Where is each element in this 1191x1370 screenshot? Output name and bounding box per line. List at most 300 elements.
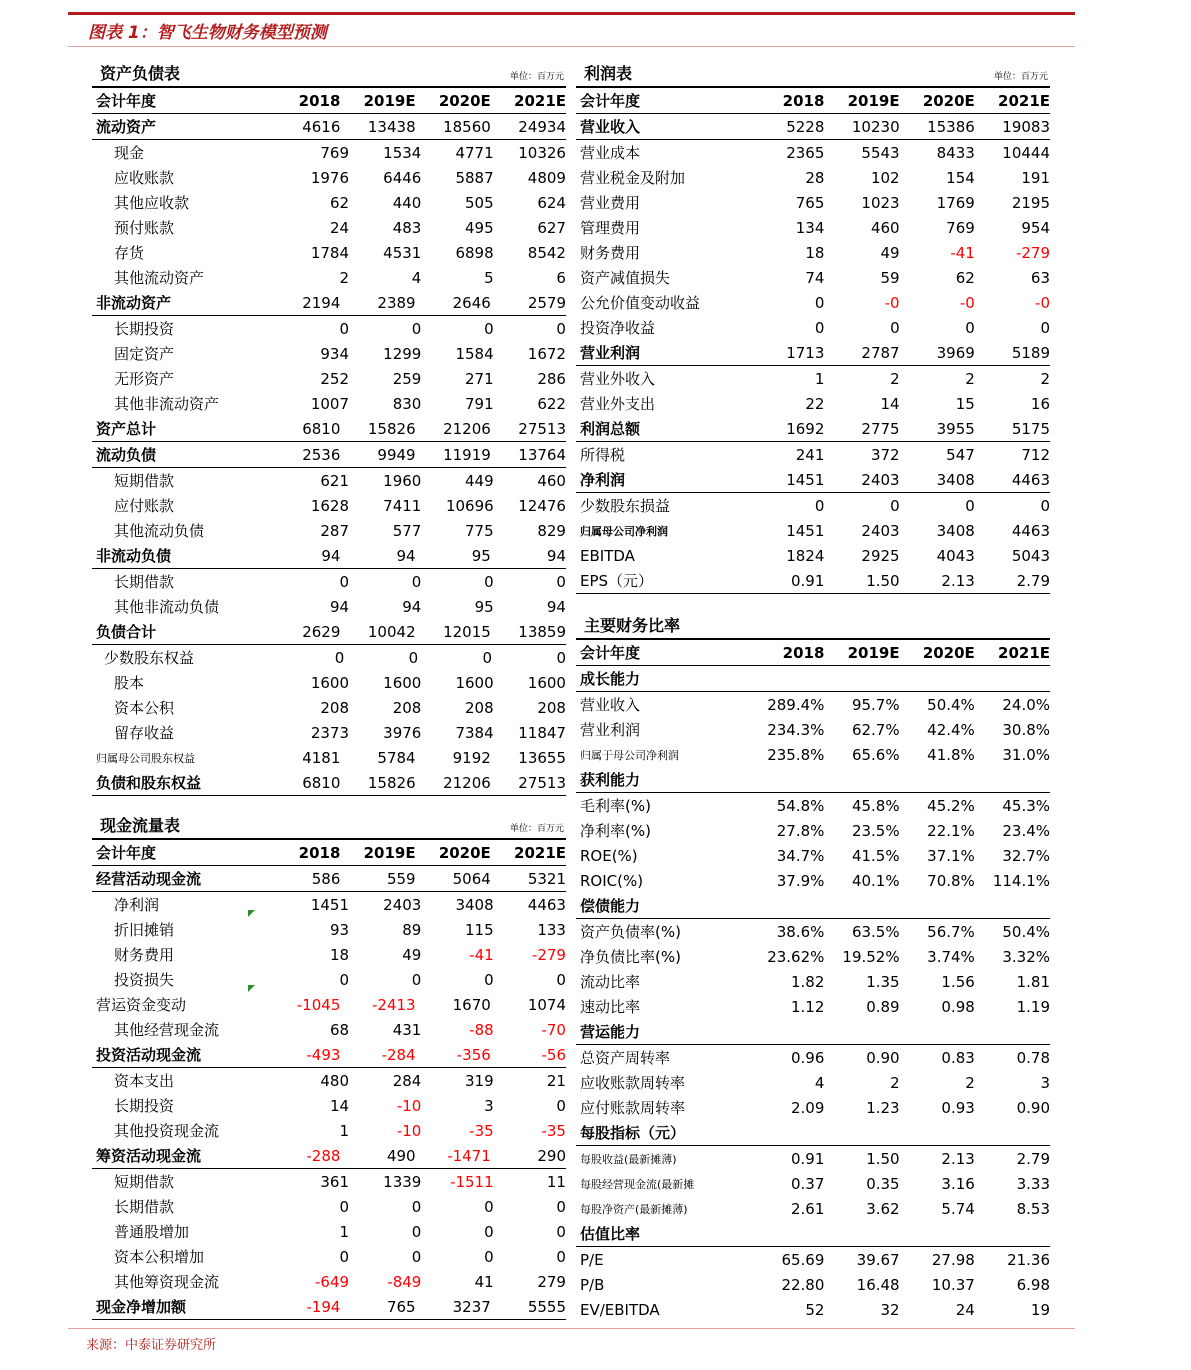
table-row [92, 917, 566, 942]
table-row [92, 366, 566, 391]
table-row [576, 1019, 1050, 1045]
row-label: 短期借款 [114, 1173, 175, 1191]
cell-value: 2194 [302, 293, 341, 312]
table-row [92, 190, 566, 215]
table-row [576, 1196, 1050, 1221]
cell-value: 0 [890, 318, 900, 337]
cell-value: 483 [392, 218, 422, 237]
cash-flow-header [92, 812, 566, 840]
cell-value: 95.7% [851, 695, 900, 714]
cell-value: 89 [402, 920, 422, 939]
table-row [576, 919, 1050, 944]
row-label: 净负债比率(%) [580, 948, 681, 966]
cell-value: 0.91 [791, 571, 825, 590]
cell-value: 1600 [527, 673, 566, 692]
row-label: 其他经营现金流 [114, 1021, 220, 1039]
cell-value: 2195 [1011, 193, 1051, 212]
row-label: 现金 [114, 144, 145, 162]
table-row [92, 140, 566, 165]
row-label: P/B [580, 1275, 605, 1294]
table-row [92, 1219, 566, 1244]
title-underline [68, 46, 1075, 47]
cell-value: 480 [320, 1071, 350, 1090]
cell-value: 12015 [443, 622, 491, 641]
row-label: 留存收益 [114, 724, 175, 742]
cell-value: 0 [484, 572, 494, 591]
cell-value: 2.79 [1016, 571, 1051, 590]
cell-value: 1.12 [791, 997, 825, 1016]
table-row [92, 569, 566, 594]
table-row [576, 1070, 1050, 1095]
column-header-row [92, 840, 566, 866]
table-row [576, 442, 1050, 467]
row-label: 营业收入 [580, 696, 641, 714]
cell-value: 2403 [861, 470, 900, 489]
row-label: 每股经营现金流(最新摊 [580, 1177, 695, 1191]
row-label: 应付账款周转率 [580, 1099, 686, 1117]
table-row [576, 793, 1050, 818]
cell-value: 2787 [861, 343, 900, 362]
year-header: 2018 [782, 643, 825, 662]
cell-value: 0 [965, 496, 975, 515]
table-row [576, 240, 1050, 265]
cell-value: 0 [556, 1247, 566, 1266]
ratios-title: 主要财务比率 [584, 616, 681, 635]
row-label: 归属母公司股东权益 [96, 751, 195, 765]
cell-value: 2775 [861, 419, 900, 438]
cell-value: 18 [805, 243, 825, 262]
cell-value: 9192 [452, 748, 491, 767]
cell-value: 290 [537, 1146, 567, 1165]
row-label: P/E [580, 1250, 604, 1269]
table-row [92, 1169, 566, 1194]
row-label: 长期投资 [114, 320, 175, 338]
cell-value: 4771 [455, 143, 494, 162]
ratios-panel [576, 612, 1050, 1322]
comment-marker-icon [248, 910, 255, 917]
cash-flow-panel [92, 812, 566, 1320]
column-header-label: 会计年度 [580, 92, 641, 110]
cell-value: 1 [814, 369, 825, 388]
cell-value: 0 [339, 319, 350, 338]
cell-value: -1045 [296, 995, 341, 1014]
cell-value: 0 [411, 319, 422, 338]
cell-value: 22.80 [781, 1275, 825, 1294]
cell-value: 0 [814, 318, 825, 337]
cell-value: 286 [537, 369, 566, 388]
year-header: 2019E [363, 843, 416, 862]
cell-value: 0 [484, 1197, 494, 1216]
cell-value: 1 [339, 1222, 350, 1241]
cell-value: -0 [1035, 293, 1051, 312]
table-row [92, 1269, 566, 1294]
cell-value: 289.4% [767, 695, 825, 714]
table-row [92, 215, 566, 240]
table-row [576, 1120, 1050, 1146]
cell-value: 287 [320, 521, 350, 540]
cell-value: 5 [484, 268, 494, 287]
column-header-label: 会计年度 [580, 644, 641, 662]
cell-value: 3.32% [1002, 947, 1051, 966]
row-label: 投资净收益 [580, 319, 656, 337]
cell-value: 94 [546, 597, 566, 616]
cell-value: 6 [556, 268, 566, 287]
row-label: 资产减值损失 [580, 269, 671, 287]
cell-value: 39.67 [856, 1250, 900, 1269]
cell-value: 234.3% [767, 720, 825, 739]
cell-value: 134 [795, 218, 825, 237]
cell-value: 4 [814, 1073, 825, 1092]
year-header: 2021E [514, 91, 567, 110]
cell-value: -41 [469, 945, 494, 964]
table-row [92, 165, 566, 190]
cell-value: 0 [408, 648, 419, 667]
cell-value: 37.9% [776, 871, 825, 890]
row-label: 偿债能力 [580, 897, 641, 915]
row-label: 应收账款周转率 [580, 1074, 686, 1092]
year-header: 2019E [363, 91, 416, 110]
cell-value: 28 [805, 168, 825, 187]
cell-value: 3.16 [941, 1174, 975, 1193]
table-row [576, 265, 1050, 290]
year-header: 2020E [922, 643, 975, 662]
table-row [92, 695, 566, 720]
cell-value: 62 [329, 193, 350, 212]
cell-value: 2646 [452, 293, 491, 312]
comment-marker-icon [248, 985, 255, 992]
table-row [92, 1042, 566, 1068]
cell-value: 74 [805, 268, 825, 287]
cell-value: 1023 [861, 193, 900, 212]
cell-value: -1471 [447, 1146, 491, 1165]
cell-value: 7384 [455, 723, 494, 742]
cell-value: 45.2% [927, 796, 975, 815]
cell-value: 49 [880, 243, 900, 262]
row-label: 管理费用 [580, 219, 641, 237]
cell-value: 765 [386, 1297, 416, 1316]
cell-value: 3 [1040, 1073, 1051, 1092]
cell-value: 2403 [861, 521, 900, 540]
row-label: 折旧摊销 [114, 921, 175, 939]
row-label: 非流动资产 [96, 294, 172, 312]
cell-value: 5064 [452, 869, 491, 888]
row-label: 速动比率 [580, 998, 641, 1016]
table-row [576, 717, 1050, 742]
cell-value: 21 [546, 1071, 566, 1090]
income-statement-title: 利润表 [584, 64, 633, 83]
cell-value: 0.83 [941, 1048, 975, 1067]
table-row [92, 645, 566, 670]
row-label: EV/EBITDA [580, 1300, 660, 1319]
source-note: 来源：中泰证券研究所 [86, 1338, 217, 1353]
table-row [92, 594, 566, 619]
column-header-label: 会计年度 [96, 844, 157, 862]
cell-value: 0 [556, 970, 566, 989]
cell-value: -35 [541, 1121, 566, 1140]
cell-value: 54.8% [776, 796, 825, 815]
cell-value: -1511 [450, 1172, 494, 1191]
cell-value: 24934 [518, 117, 567, 136]
cell-value: 0 [556, 1222, 566, 1241]
row-label: 投资活动现金流 [96, 1046, 202, 1064]
cell-value: 3408 [936, 521, 975, 540]
cell-value: 32.7% [1002, 846, 1051, 865]
column-header-row [92, 88, 566, 114]
table-row [92, 892, 566, 917]
cell-value: 50.4% [927, 695, 975, 714]
cell-value: 1339 [383, 1172, 422, 1191]
row-label: 股本 [114, 674, 145, 692]
row-label: 普通股增加 [114, 1223, 190, 1241]
cell-value: -35 [469, 1121, 494, 1140]
cell-value: 1670 [452, 995, 491, 1014]
cell-value: 252 [320, 369, 350, 388]
row-label: 负债合计 [96, 623, 157, 641]
cell-value: 0 [556, 1096, 566, 1115]
cell-value: 3408 [455, 895, 494, 914]
cell-value: 15 [955, 394, 975, 413]
row-label: 营业收入 [580, 118, 641, 136]
row-label: 总资产周转率 [580, 1049, 671, 1067]
cell-value: 2925 [861, 546, 900, 565]
cell-value: 0 [1040, 496, 1051, 515]
table-row [92, 341, 566, 366]
cell-value: 934 [320, 344, 350, 363]
cell-value: 114.1% [992, 871, 1051, 890]
cell-value: 93 [329, 920, 350, 939]
cell-value: 505 [465, 193, 494, 212]
row-label: 其他流动负债 [114, 522, 205, 540]
cell-value: 24 [329, 218, 350, 237]
cell-value: 624 [537, 193, 566, 212]
cell-value: 5043 [1011, 546, 1051, 565]
balance-sheet-header [92, 60, 566, 88]
cell-value: 41.8% [927, 745, 975, 764]
cell-value: 3 [484, 1096, 494, 1115]
row-label: 筹资活动现金流 [96, 1147, 202, 1165]
table-row [576, 1272, 1050, 1297]
table-row [576, 366, 1050, 391]
cell-value: 49 [402, 945, 422, 964]
table-row [92, 942, 566, 967]
table-row [92, 114, 566, 140]
cell-value: 15826 [367, 773, 416, 792]
cell-value: 4 [411, 268, 422, 287]
cell-value: 2.61 [791, 1199, 825, 1218]
table-row [576, 767, 1050, 793]
cell-value: 460 [870, 218, 900, 237]
row-label: 预付账款 [114, 219, 175, 237]
cell-value: -41 [950, 243, 975, 262]
cell-value: 0.90 [866, 1048, 900, 1067]
cell-value: 5228 [786, 117, 825, 136]
cell-value: 0 [814, 293, 825, 312]
table-row [92, 1194, 566, 1219]
cell-value: 4809 [527, 168, 566, 187]
cell-value: 94 [402, 597, 422, 616]
table-row [92, 770, 566, 796]
table-row [92, 240, 566, 265]
cell-value: 27513 [518, 773, 567, 792]
table-row [92, 391, 566, 416]
cell-value: 0 [411, 1222, 422, 1241]
cell-value: 4531 [383, 243, 422, 262]
year-header: 2021E [998, 643, 1051, 662]
table-row [576, 893, 1050, 919]
cell-value: 0 [339, 1197, 350, 1216]
cell-value: 1.81 [1016, 972, 1051, 991]
cell-value: 1299 [383, 344, 422, 363]
table-row [576, 114, 1050, 140]
table-row [576, 1171, 1050, 1196]
cell-value: 319 [465, 1071, 494, 1090]
table-row [576, 315, 1050, 340]
cell-value: 10.37 [931, 1275, 975, 1294]
cell-value: 279 [537, 1272, 566, 1291]
row-label: 投资损失 [114, 971, 175, 989]
year-header: 2020E [922, 91, 975, 110]
table-row [576, 692, 1050, 717]
cell-value: -849 [387, 1272, 422, 1291]
cell-value: 8433 [936, 143, 975, 162]
cell-value: 1769 [936, 193, 975, 212]
cell-value: 94 [546, 546, 567, 565]
cell-value: 2.13 [941, 1149, 975, 1168]
cell-value: 829 [537, 521, 566, 540]
table-row [92, 416, 566, 442]
row-label: 应收账款 [114, 169, 175, 187]
cell-value: 2.13 [941, 571, 975, 590]
cell-value: 1074 [527, 995, 567, 1014]
row-label: ROE(%) [580, 846, 638, 865]
table-row [576, 1221, 1050, 1247]
row-label: 固定资产 [114, 345, 175, 363]
table-row [576, 190, 1050, 215]
row-label: 长期投资 [114, 1097, 175, 1115]
cell-value: 1534 [383, 143, 422, 162]
row-label: 营业利润 [580, 721, 641, 739]
cell-value: 1600 [455, 673, 494, 692]
cell-value: 361 [320, 1172, 350, 1191]
cell-value: 0 [556, 319, 566, 338]
cell-value: 45.3% [1002, 796, 1051, 815]
cell-value: 0 [484, 1247, 494, 1266]
row-label: 所得税 [580, 446, 626, 464]
cell-value: 19.52% [842, 947, 900, 966]
cell-value: 1584 [455, 344, 494, 363]
table-row [92, 1118, 566, 1143]
row-label: 资本支出 [114, 1072, 175, 1090]
cash-flow-unit: 单位：百万元 [509, 824, 564, 834]
cell-value: 16.48 [856, 1275, 900, 1294]
row-label: EPS（元） [580, 572, 654, 590]
cell-value: 0 [411, 970, 422, 989]
cell-value: 1.50 [866, 1149, 900, 1168]
table-row [92, 316, 566, 341]
cell-value: 133 [537, 920, 566, 939]
table-row [576, 666, 1050, 692]
row-label: 长期借款 [114, 573, 175, 591]
cell-value: 2 [965, 369, 975, 388]
cell-value: 4463 [1011, 521, 1051, 540]
cell-value: 21206 [443, 773, 491, 792]
row-label: 经营活动现金流 [96, 870, 202, 888]
cell-value: 21.36 [1007, 1250, 1051, 1269]
table-row [576, 868, 1050, 893]
cell-value: 23.62% [767, 947, 825, 966]
cell-value: 1628 [310, 496, 350, 515]
cell-value: 0.35 [866, 1174, 900, 1193]
cell-value: 8.53 [1016, 1199, 1051, 1218]
cell-value: 241 [795, 445, 825, 464]
row-label: 资本公积 [114, 699, 175, 717]
cell-value: 11847 [518, 723, 566, 742]
row-label: 其他非流动资产 [114, 395, 220, 413]
cell-value: 0 [484, 970, 494, 989]
cell-value: 0 [965, 318, 975, 337]
cash-flow-table [92, 840, 566, 1320]
cell-value: -10 [396, 1121, 422, 1140]
table-row [92, 992, 566, 1017]
cell-value: 56.7% [927, 922, 975, 941]
cell-value: 41.5% [851, 846, 900, 865]
year-header: 2020E [438, 843, 491, 862]
cell-value: 0 [484, 319, 494, 338]
cell-value: 2403 [383, 895, 422, 914]
cell-value: 11 [546, 1172, 566, 1191]
cell-value: 6.98 [1016, 1275, 1051, 1294]
cell-value: 95 [474, 597, 494, 616]
cell-value: -649 [314, 1272, 350, 1291]
row-label: 每股收益(最新摊薄) [580, 1152, 677, 1166]
cell-value: 460 [537, 471, 566, 490]
cell-value: 495 [465, 218, 494, 237]
cell-value: 8542 [527, 243, 566, 262]
cell-value: 954 [1021, 218, 1051, 237]
cell-value: 191 [1021, 168, 1051, 187]
cell-value: 45.8% [851, 796, 900, 815]
cell-value: 5784 [377, 748, 416, 767]
cell-value: 5.74 [941, 1199, 975, 1218]
cell-value: 13655 [518, 748, 567, 767]
cell-value: 38.6% [776, 922, 825, 941]
cell-value: 6898 [455, 243, 494, 262]
cell-value: 3955 [936, 419, 975, 438]
cell-value: 63 [1030, 268, 1051, 287]
table-row [92, 1093, 566, 1118]
cell-value: 23.4% [1002, 821, 1051, 840]
cell-value: 0.78 [1016, 1048, 1051, 1067]
table-row [92, 1068, 566, 1093]
cell-value: 1.23 [866, 1098, 900, 1117]
cell-value: 440 [392, 193, 422, 212]
balance-sheet-title: 资产负债表 [100, 64, 181, 83]
row-label: 短期借款 [114, 472, 175, 490]
cell-value: 24.0% [1002, 695, 1051, 714]
cell-value: 40.1% [851, 871, 900, 890]
row-label: 财务费用 [580, 244, 641, 262]
cell-value: 1.50 [866, 571, 900, 590]
year-header: 2019E [847, 643, 900, 662]
cell-value: -10 [396, 1096, 422, 1115]
table-row [576, 467, 1050, 493]
cell-value: 769 [320, 143, 350, 162]
cell-value: 13764 [518, 445, 567, 464]
cell-value: 1824 [786, 546, 825, 565]
cell-value: 1.56 [941, 972, 975, 991]
row-label: 现金净增加额 [96, 1298, 187, 1316]
cell-value: 2389 [377, 293, 416, 312]
